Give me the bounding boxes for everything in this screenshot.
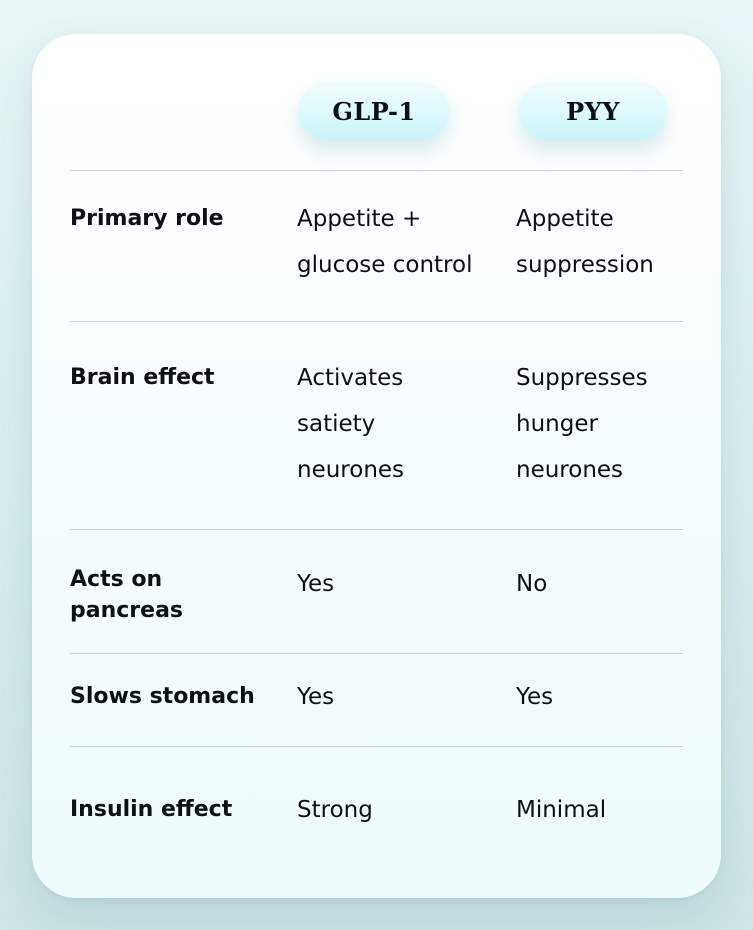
cell-glp1-acts-on-pancreas: Yes xyxy=(297,571,335,597)
column-header-glp1 xyxy=(298,82,450,140)
cell-pyy-acts-on-pancreas: No xyxy=(516,571,548,597)
row-label-primary-role: Primary role xyxy=(70,206,224,231)
row-divider xyxy=(70,746,683,747)
column-header-pyy xyxy=(518,82,668,140)
cell-line: Suppresses xyxy=(516,365,648,391)
cell-line: suppression xyxy=(516,252,654,278)
cell-pyy-brain-effect xyxy=(516,355,648,493)
cell-line: hunger xyxy=(516,411,598,437)
comparison-card xyxy=(32,34,721,898)
row-divider xyxy=(70,321,683,322)
row-divider xyxy=(70,653,683,654)
cell-line: Appetite xyxy=(516,206,614,232)
column-header-pyy-label: PYY xyxy=(566,96,620,126)
row-label-acts-on-pancreas xyxy=(70,564,183,626)
cell-pyy-primary-role xyxy=(516,196,654,288)
row-label-insulin-effect: Insulin effect xyxy=(70,797,233,822)
cell-line: Acts on xyxy=(70,567,163,592)
cell-line: Appetite + xyxy=(297,206,422,232)
row-label-slows-stomach: Slows stomach xyxy=(70,684,255,709)
cell-line: neurones xyxy=(516,457,624,483)
cell-glp1-slows-stomach: Yes xyxy=(297,684,335,710)
row-divider xyxy=(70,529,683,530)
cell-glp1-brain-effect xyxy=(297,355,404,493)
cell-line: Activates xyxy=(297,365,404,391)
cell-pyy-insulin-effect: Minimal xyxy=(516,797,607,823)
cell-line: pancreas xyxy=(70,598,184,623)
cell-glp1-primary-role xyxy=(297,196,472,288)
cell-line: neurones xyxy=(297,457,405,483)
cell-line: glucose control xyxy=(297,252,473,278)
column-header-glp1-label: GLP-1 xyxy=(332,96,416,126)
cell-pyy-slows-stomach: Yes xyxy=(516,684,554,710)
row-label-brain-effect: Brain effect xyxy=(70,365,215,390)
row-divider xyxy=(70,170,683,171)
cell-line: satiety xyxy=(297,411,376,437)
cell-glp1-insulin-effect: Strong xyxy=(297,797,373,823)
